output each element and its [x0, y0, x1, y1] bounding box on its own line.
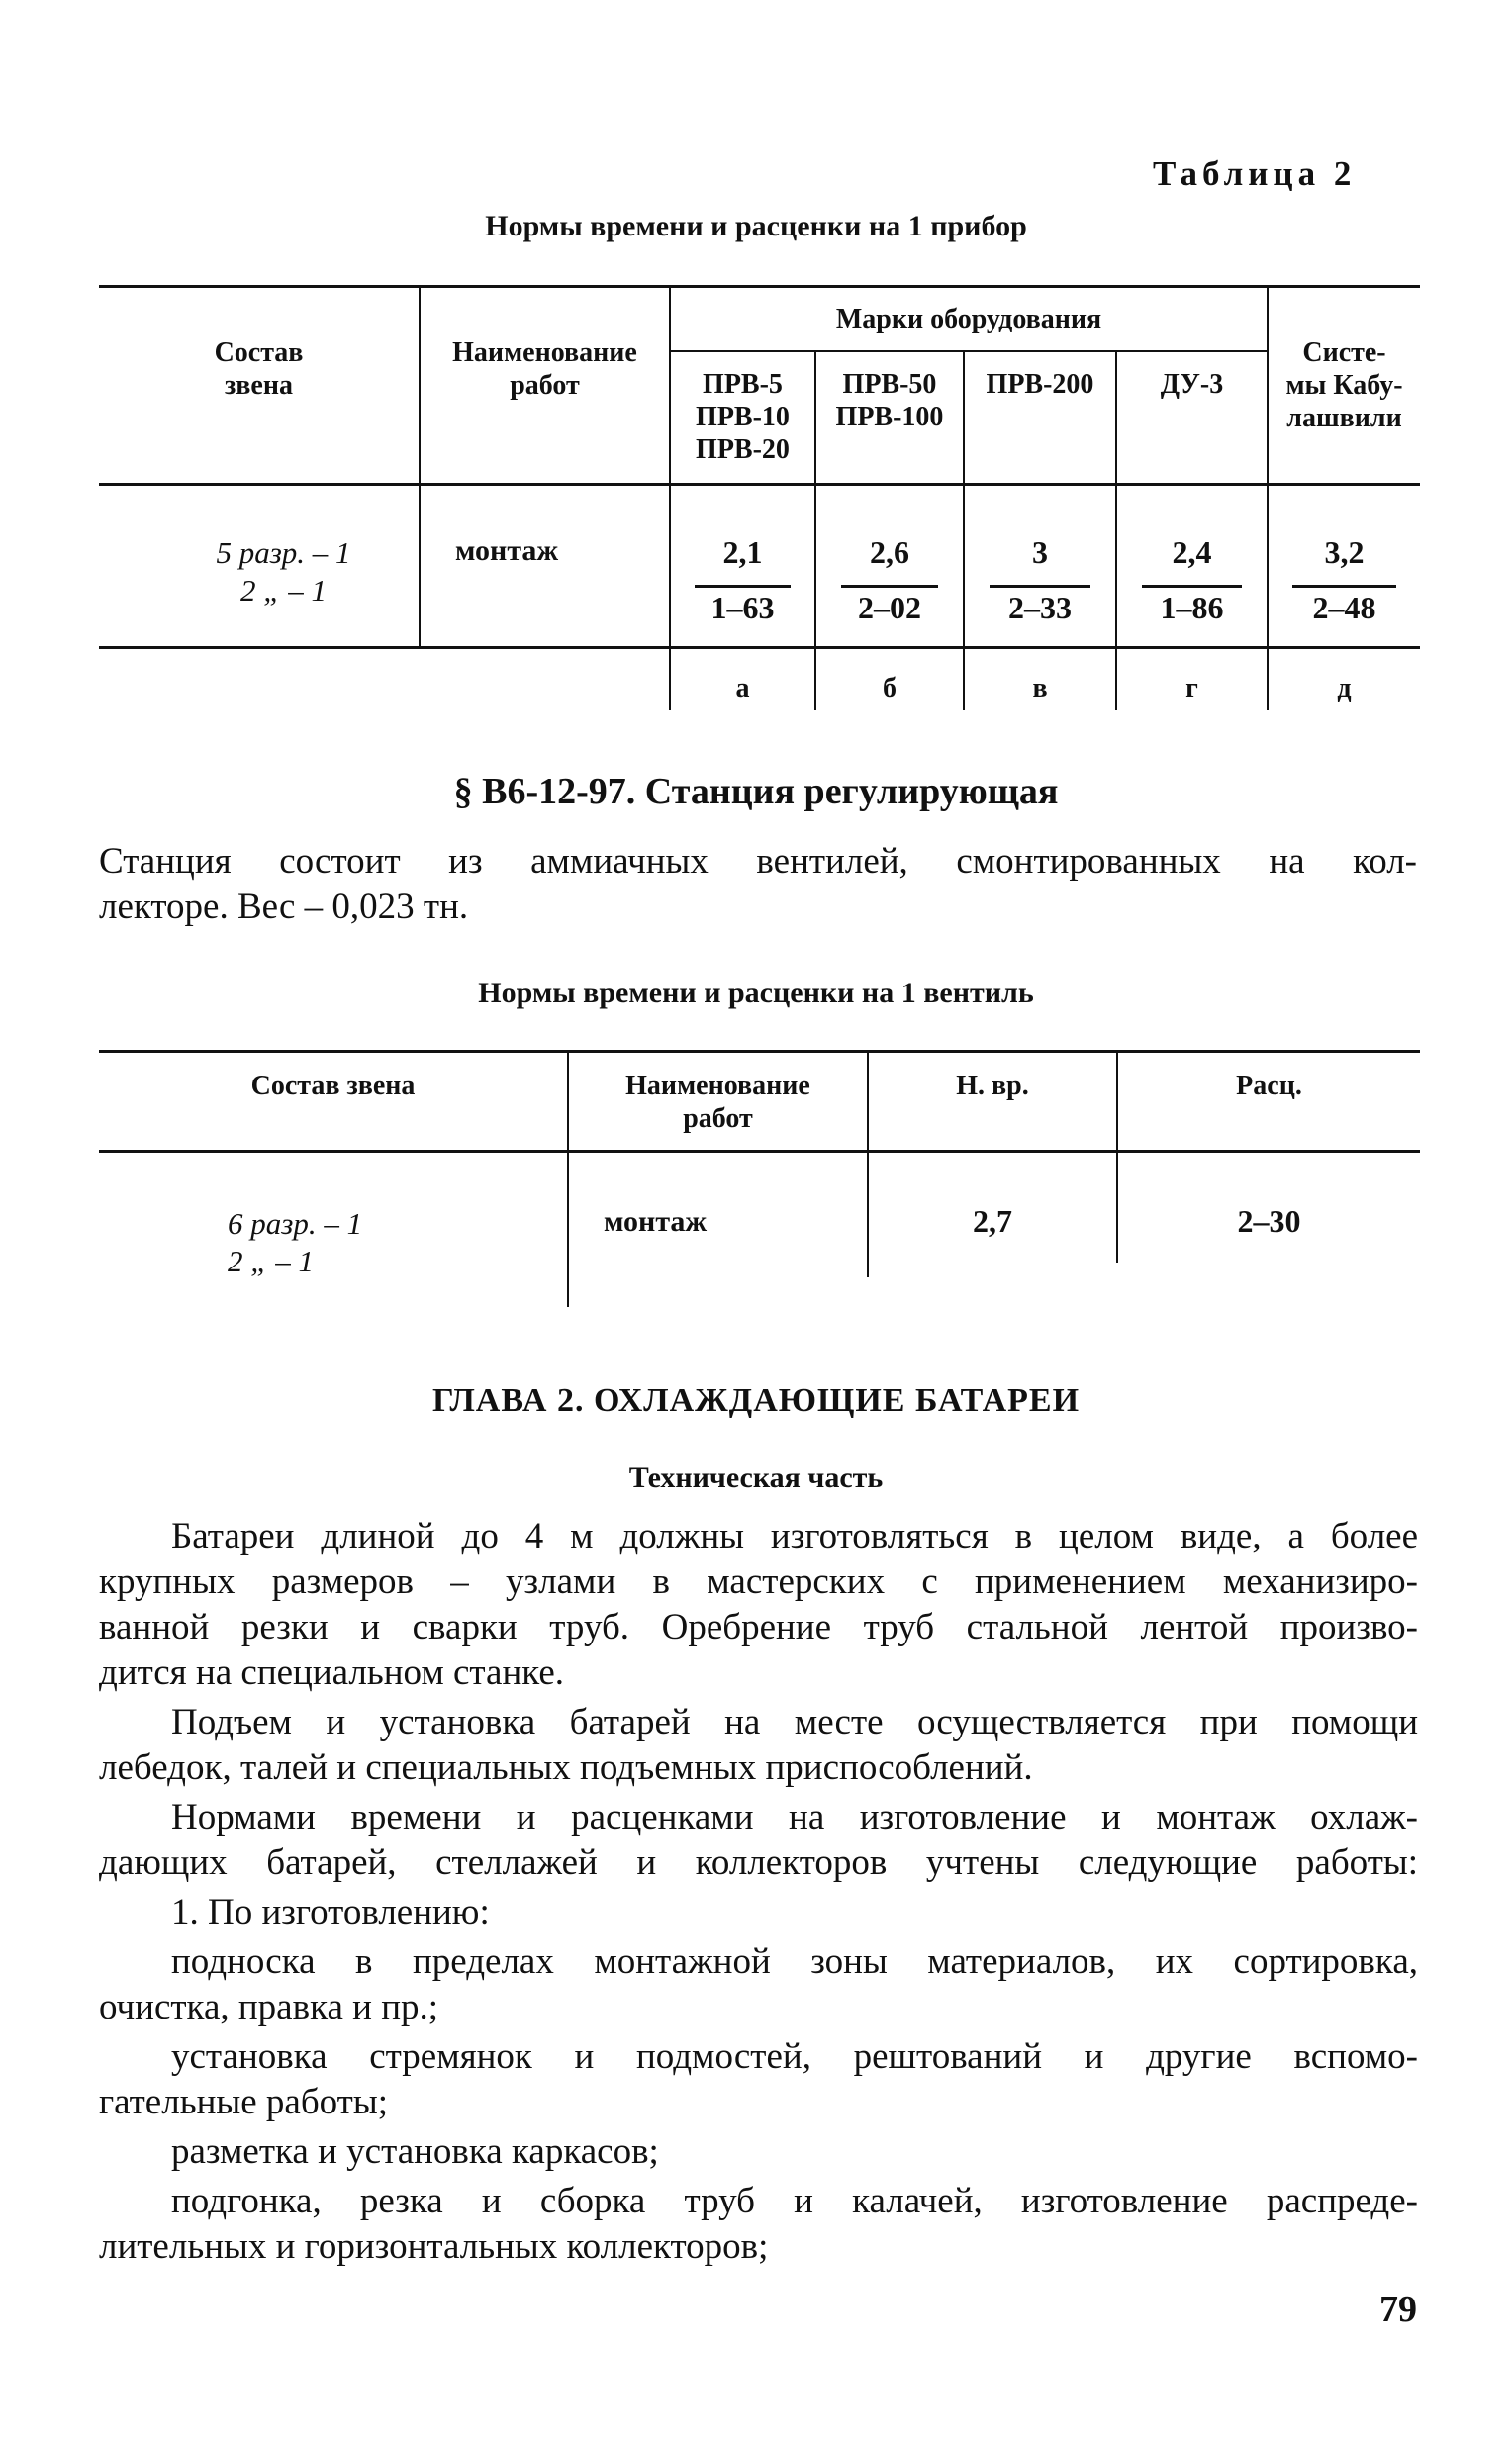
table2-bottom-rule [99, 646, 1420, 649]
norm-value: 3,2 [1324, 534, 1365, 570]
table3-row-work: монтаж [604, 1205, 708, 1238]
table3-header-work: Наименование работ [625, 1071, 810, 1134]
table2-header-col1: ПРВ-5 ПРВ-10 ПРВ-20 [696, 369, 790, 465]
column-letter: в [1032, 673, 1048, 704]
column-letter: д [1337, 673, 1352, 704]
norm-value: 3 [1032, 534, 1048, 570]
body-line: Подъем и установка батарей на месте осуществляется при помощи [171, 1702, 1418, 1742]
body-line: ванной резки и сварки труб. Оребрение труб стальной лентой произво- [99, 1607, 1418, 1647]
body-line: Батареи длиной до 4 м должны изготовляться в целом виде, а более [171, 1516, 1418, 1556]
body-line: дающих батарей, стеллажей и коллекторов учтены следующие работы: [99, 1842, 1418, 1883]
rate-value: 2–33 [1008, 590, 1072, 625]
body-line: Нормами времени и расценками на изготовление и монтаж охлаж- [171, 1797, 1418, 1837]
table2-header-crew: Состав звена [214, 337, 304, 401]
table2-brands-rule [669, 350, 1267, 352]
table3-header-rule [99, 1150, 1420, 1153]
table3-row-norm: 2,7 [973, 1203, 1012, 1239]
column-letter: г [1185, 673, 1198, 704]
body-line: очистка, правка и пр.; [99, 1987, 439, 2027]
table3-row-crew: 6 разр. – 1 2 „ – 1 [228, 1206, 363, 1278]
fraction-bar [990, 585, 1090, 588]
norm-value: 2,4 [1172, 534, 1212, 570]
table2-caption: Нормы времени и расценки на 1 прибор [485, 210, 1027, 242]
body-line: подгонка, резка и сборка труб и калачей, изготовление распреде- [171, 2181, 1418, 2221]
table2-header-brands: Марки оборудования [835, 304, 1102, 334]
section-paragraph-line: лекторе. Вес – 0,023 тн. [99, 887, 469, 927]
table-number-label: Таблица 2 [1153, 154, 1357, 193]
rate-value: 2–48 [1312, 590, 1376, 625]
fraction-bar [1292, 585, 1396, 588]
table2-vrule [1115, 350, 1117, 710]
fraction-bar [695, 585, 791, 588]
fraction-bar [1142, 585, 1242, 588]
table2-header-rule [99, 483, 1420, 486]
body-line: установка стремянок и подмостей, рештований и другие вспомо- [171, 2036, 1418, 2077]
table2-row-crew: 5 разр. – 1 2 „ – 1 [216, 535, 351, 608]
table2-header-work: Наименование работ [452, 337, 637, 401]
body-line: подноска в пределах монтажной зоны материалов, их сортировка, [171, 1941, 1418, 1982]
chapter-title: ГЛАВА 2. ОХЛАЖДАЮЩИЕ БАТАРЕИ [431, 1382, 1081, 1419]
table2-row-work: монтаж [455, 534, 559, 567]
table2-header-col5: Систе- мы Кабу- лашвили [1285, 337, 1403, 433]
table2-top-rule [99, 285, 1420, 288]
table2-header-col3: ПРВ-200 [986, 369, 1094, 400]
column-letter: б [883, 673, 897, 704]
table3-header-crew: Состав звена [250, 1071, 416, 1101]
body-line: дится на специальном станке. [99, 1652, 564, 1693]
body-line: лительных и горизонтальных коллекторов; [99, 2226, 769, 2267]
fraction-bar [841, 585, 938, 588]
norm-value: 2,1 [722, 534, 763, 570]
table2-vrule [963, 350, 965, 710]
rate-value: 1–63 [710, 590, 775, 625]
body-line: 1. По изготовлению: [171, 1892, 490, 1932]
section-paragraph-line: Станция состоит из аммиачных вентилей, смонтированных на кол- [99, 841, 1417, 882]
table2-header-col2: ПРВ-50 ПРВ-100 [835, 369, 944, 432]
rate-value: 1–86 [1160, 590, 1224, 625]
norm-value: 2,6 [870, 534, 909, 570]
table3-caption: Нормы времени и расценки на 1 вентиль [478, 977, 1034, 1009]
table2-vrule [669, 285, 671, 710]
section-heading: § В6-12-97. Станция регулирующая [453, 771, 1059, 812]
table3-row-rate: 2–30 [1237, 1203, 1301, 1239]
page-number: 79 [1379, 2289, 1417, 2330]
table3-top-rule [99, 1050, 1420, 1053]
table3-header-rate: Расц. [1236, 1071, 1302, 1101]
body-line: разметка и установка каркасов; [171, 2131, 659, 2172]
chapter-subtitle: Техническая часть [628, 1461, 884, 1494]
column-letter: а [735, 673, 750, 704]
rate-value: 2–02 [858, 590, 921, 625]
body-line: лебедок, талей и специальных подъемных приспособлений. [99, 1747, 1033, 1788]
table2-header-col4: ДУ-3 [1160, 369, 1224, 400]
body-line: крупных размеров – узлами в мастерских с применением механизиро- [99, 1561, 1418, 1602]
body-line: гательные работы; [99, 2082, 388, 2122]
table3-header-norm: Н. вр. [956, 1071, 1029, 1101]
